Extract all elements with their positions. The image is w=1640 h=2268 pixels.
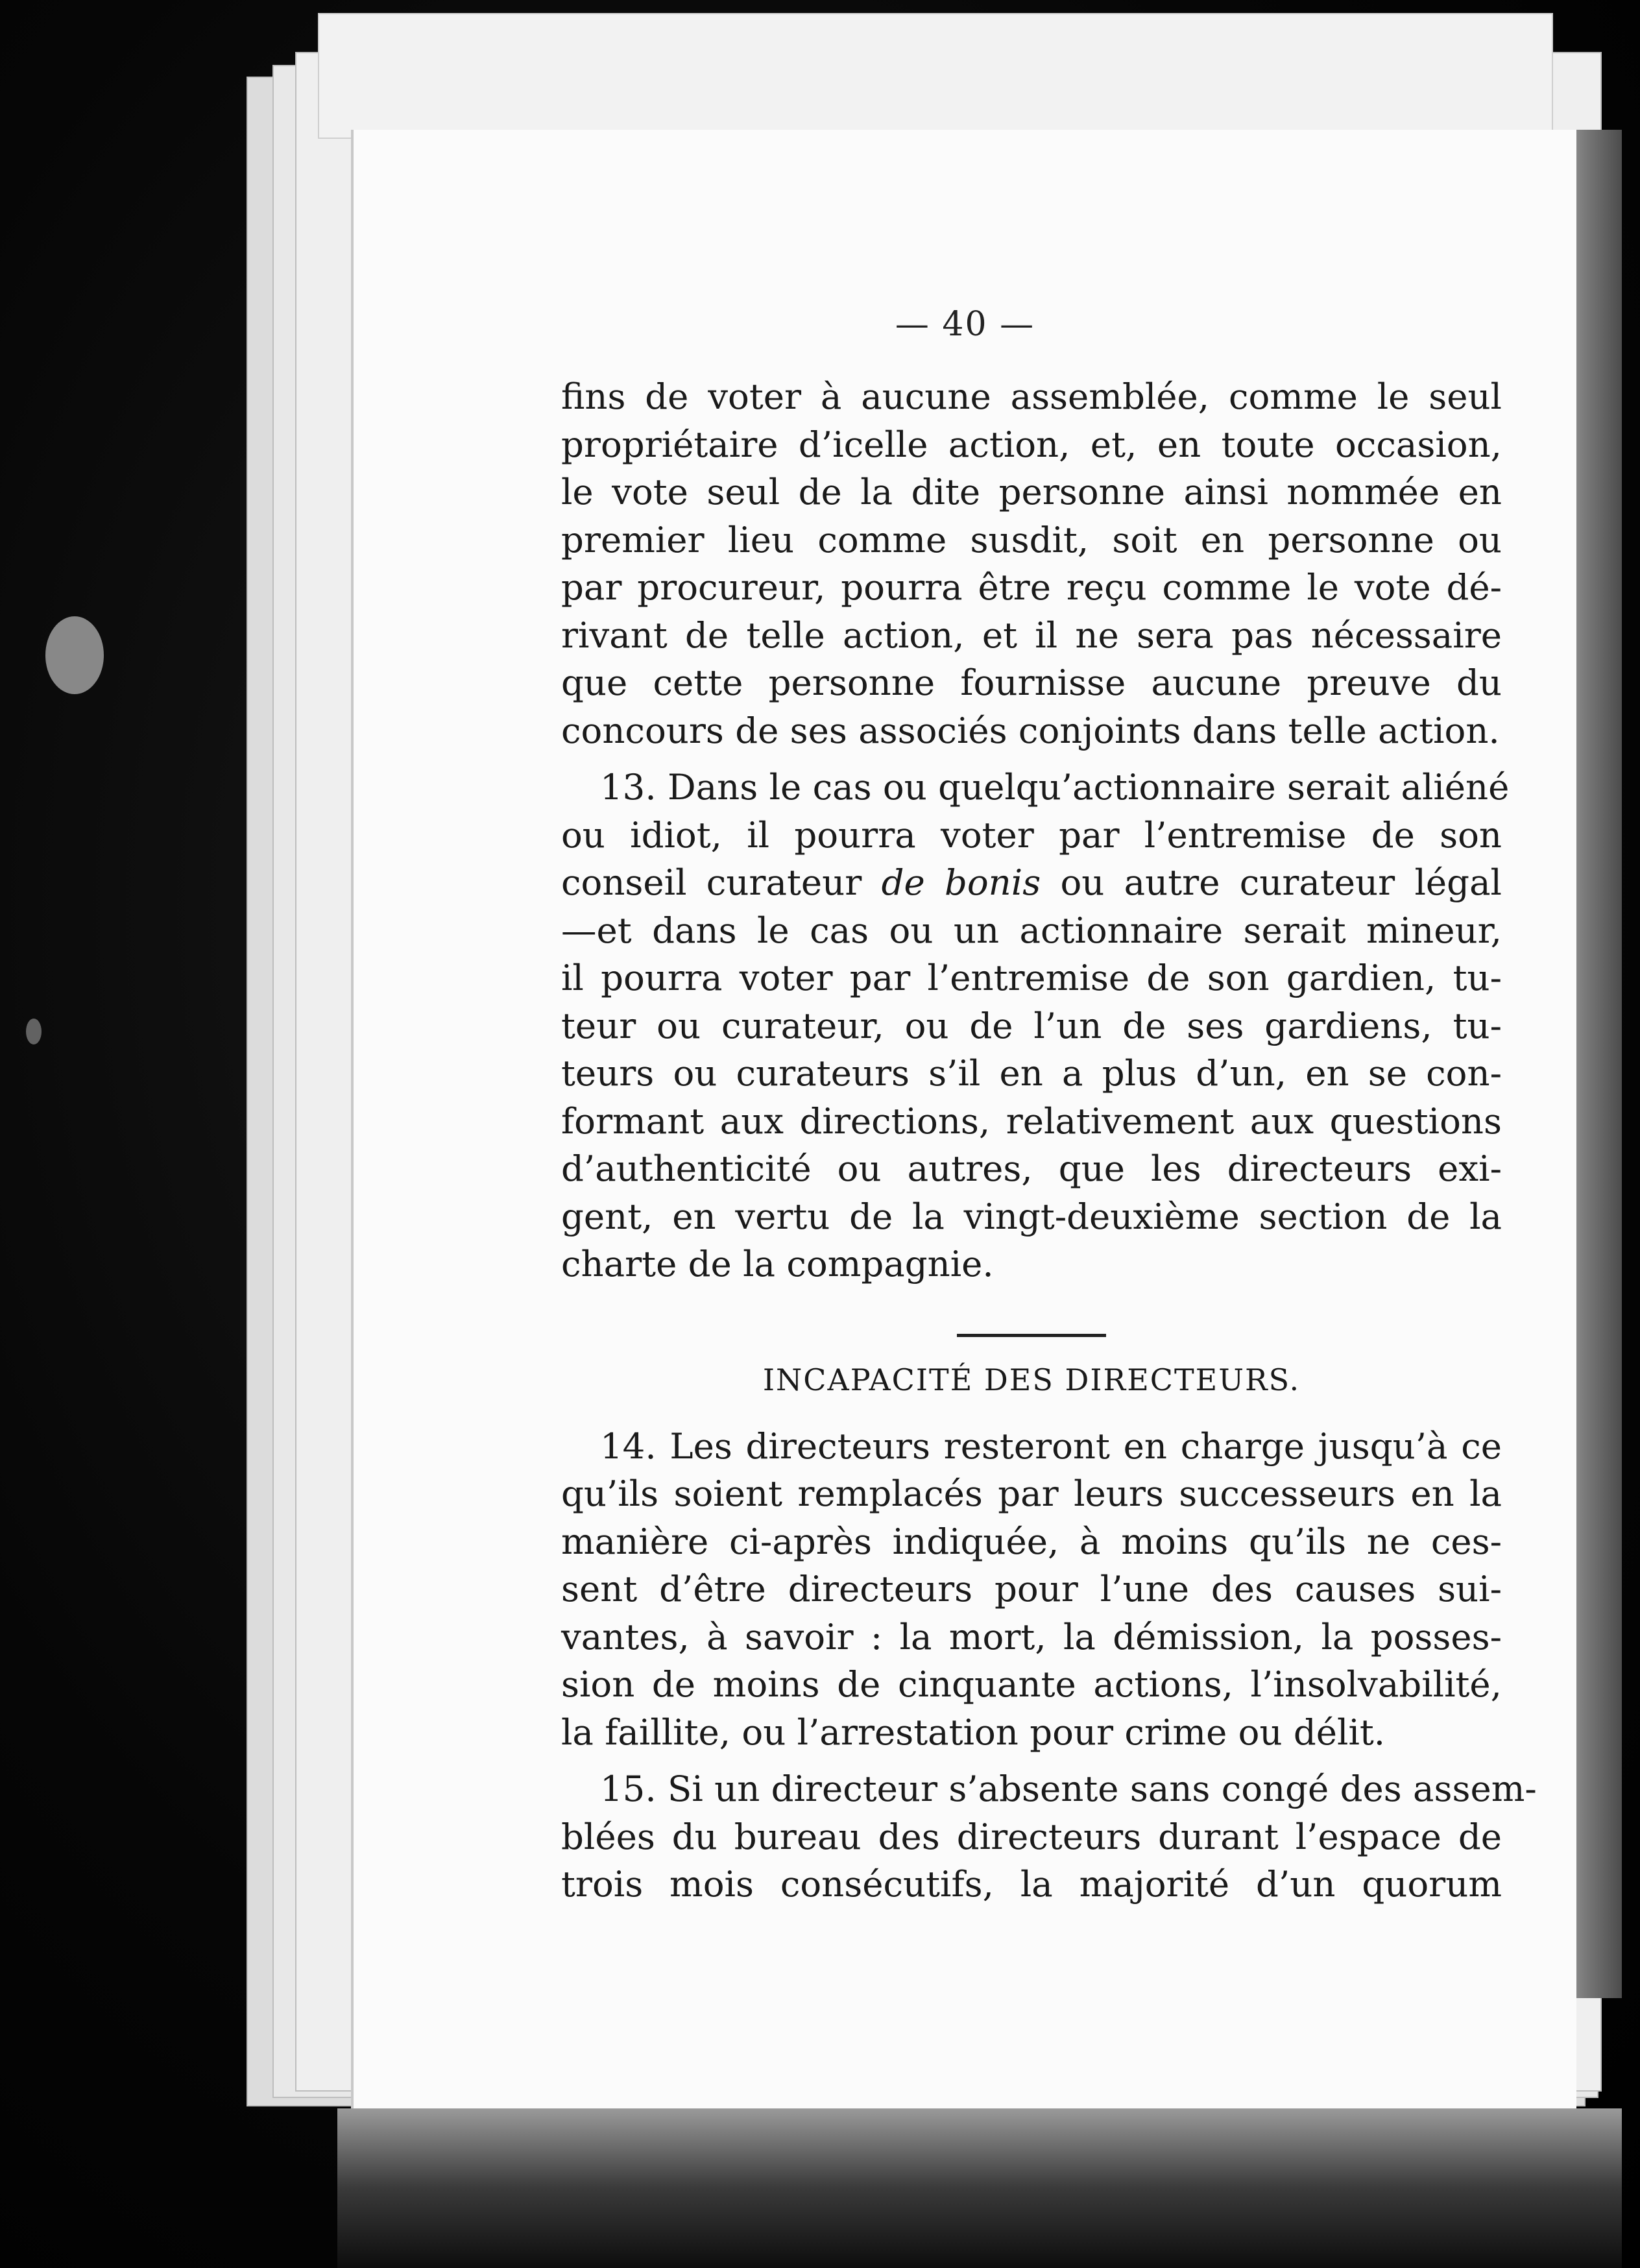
text-line: ou idiot, il pourra voter par l’entremise de son: [561, 814, 1502, 856]
text-line: d’authenticité ou autres, que les directeurs exi-: [561, 1148, 1502, 1189]
paragraph-13: [561, 764, 1510, 1288]
document-page: [354, 130, 1576, 2108]
dust-speck: [45, 616, 104, 694]
text-line: teur ou curateur, ou de l’un de ses gardiens, tu-: [561, 1004, 1502, 1046]
text-line: sent d’être directeurs pour l’une des causes sui-: [561, 1568, 1502, 1610]
text-line: sion de moins de cinquante actions, l’insolvabilité,: [561, 1663, 1502, 1705]
section-divider: [957, 1334, 1106, 1337]
text-line: teurs ou curateurs s’il en a plus d’un, en se con-: [561, 1052, 1502, 1094]
text-line: fins de voter à aucune assemblée, comme le seul: [561, 376, 1502, 417]
text-line: 14. Les directeurs resteront en charge jusqu’à ce: [600, 1425, 1502, 1467]
text-line: 15. Si un directeur s’absente sans congé des assem-: [600, 1768, 1537, 1809]
text-line: premier lieu comme susdit, soit en personne ou: [561, 518, 1502, 561]
text-line: trois mois consécutifs, la majorité d’un quorum: [561, 1863, 1502, 1905]
dust-speck: [26, 1019, 42, 1044]
paragraph-14: [561, 1423, 1502, 1757]
paragraph-continuation: [561, 373, 1502, 754]
text-line: —et dans le cas ou un actionnaire serait mineur,: [561, 909, 1502, 951]
text-line: il pourra voter par l’entremise de son gardien, tu-: [561, 957, 1502, 998]
text-line: formant aux directions, relativement aux questions: [561, 1100, 1502, 1142]
text-fragment: conseil curateur: [561, 862, 862, 903]
italic-term: de bonis: [881, 862, 1041, 903]
text-line: manière ci-après indiquée, à moins qu’ils ne ces-: [561, 1520, 1502, 1562]
bottom-shadow: [337, 2108, 1622, 2268]
text-line: la faillite, ou l’arrestation pour crime ou délit.: [561, 1711, 1386, 1753]
text-line: concours de ses associés conjoints dans telle action.: [561, 709, 1500, 751]
text-line: vantes, à savoir : la mort, la démission, la posses-: [561, 1615, 1502, 1658]
text-line: 13. Dans le cas ou quelqu’actionnaire serait aliéné: [600, 766, 1510, 808]
text-line: rivant de telle action, et il ne sera pas nécessaire: [561, 614, 1502, 656]
text-line: propriétaire d’icelle action, et, en toute occasion,: [561, 423, 1502, 465]
text-line-with-italic: [561, 859, 1502, 907]
text-fragment: ou autre curateur légal: [1060, 862, 1502, 903]
text-line: le vote seul de la dite personne ainsi nommée en: [561, 471, 1502, 513]
text-line: par procureur, pourra être reçu comme le vote dé-: [561, 566, 1502, 608]
body-text: [561, 373, 1537, 1918]
text-line: charte de la compagnie.: [561, 1243, 994, 1285]
text-line: que cette personne fournisse aucune preuve du: [561, 662, 1502, 703]
page-edge-top: [318, 13, 1553, 139]
text-line: gent, en vertu de la vingt-deuxième section de la: [561, 1195, 1502, 1237]
page-number: — 40 —: [895, 305, 1035, 344]
text-line: qu’ils soient remplacés par leurs successeurs en la: [561, 1473, 1502, 1514]
paragraph-15: [561, 1765, 1537, 1909]
section-heading: INCAPACITÉ DES DIRECTEURS.: [762, 1362, 1301, 1397]
text-line: blées du bureau des directeurs durant l’espace de: [561, 1815, 1502, 1857]
